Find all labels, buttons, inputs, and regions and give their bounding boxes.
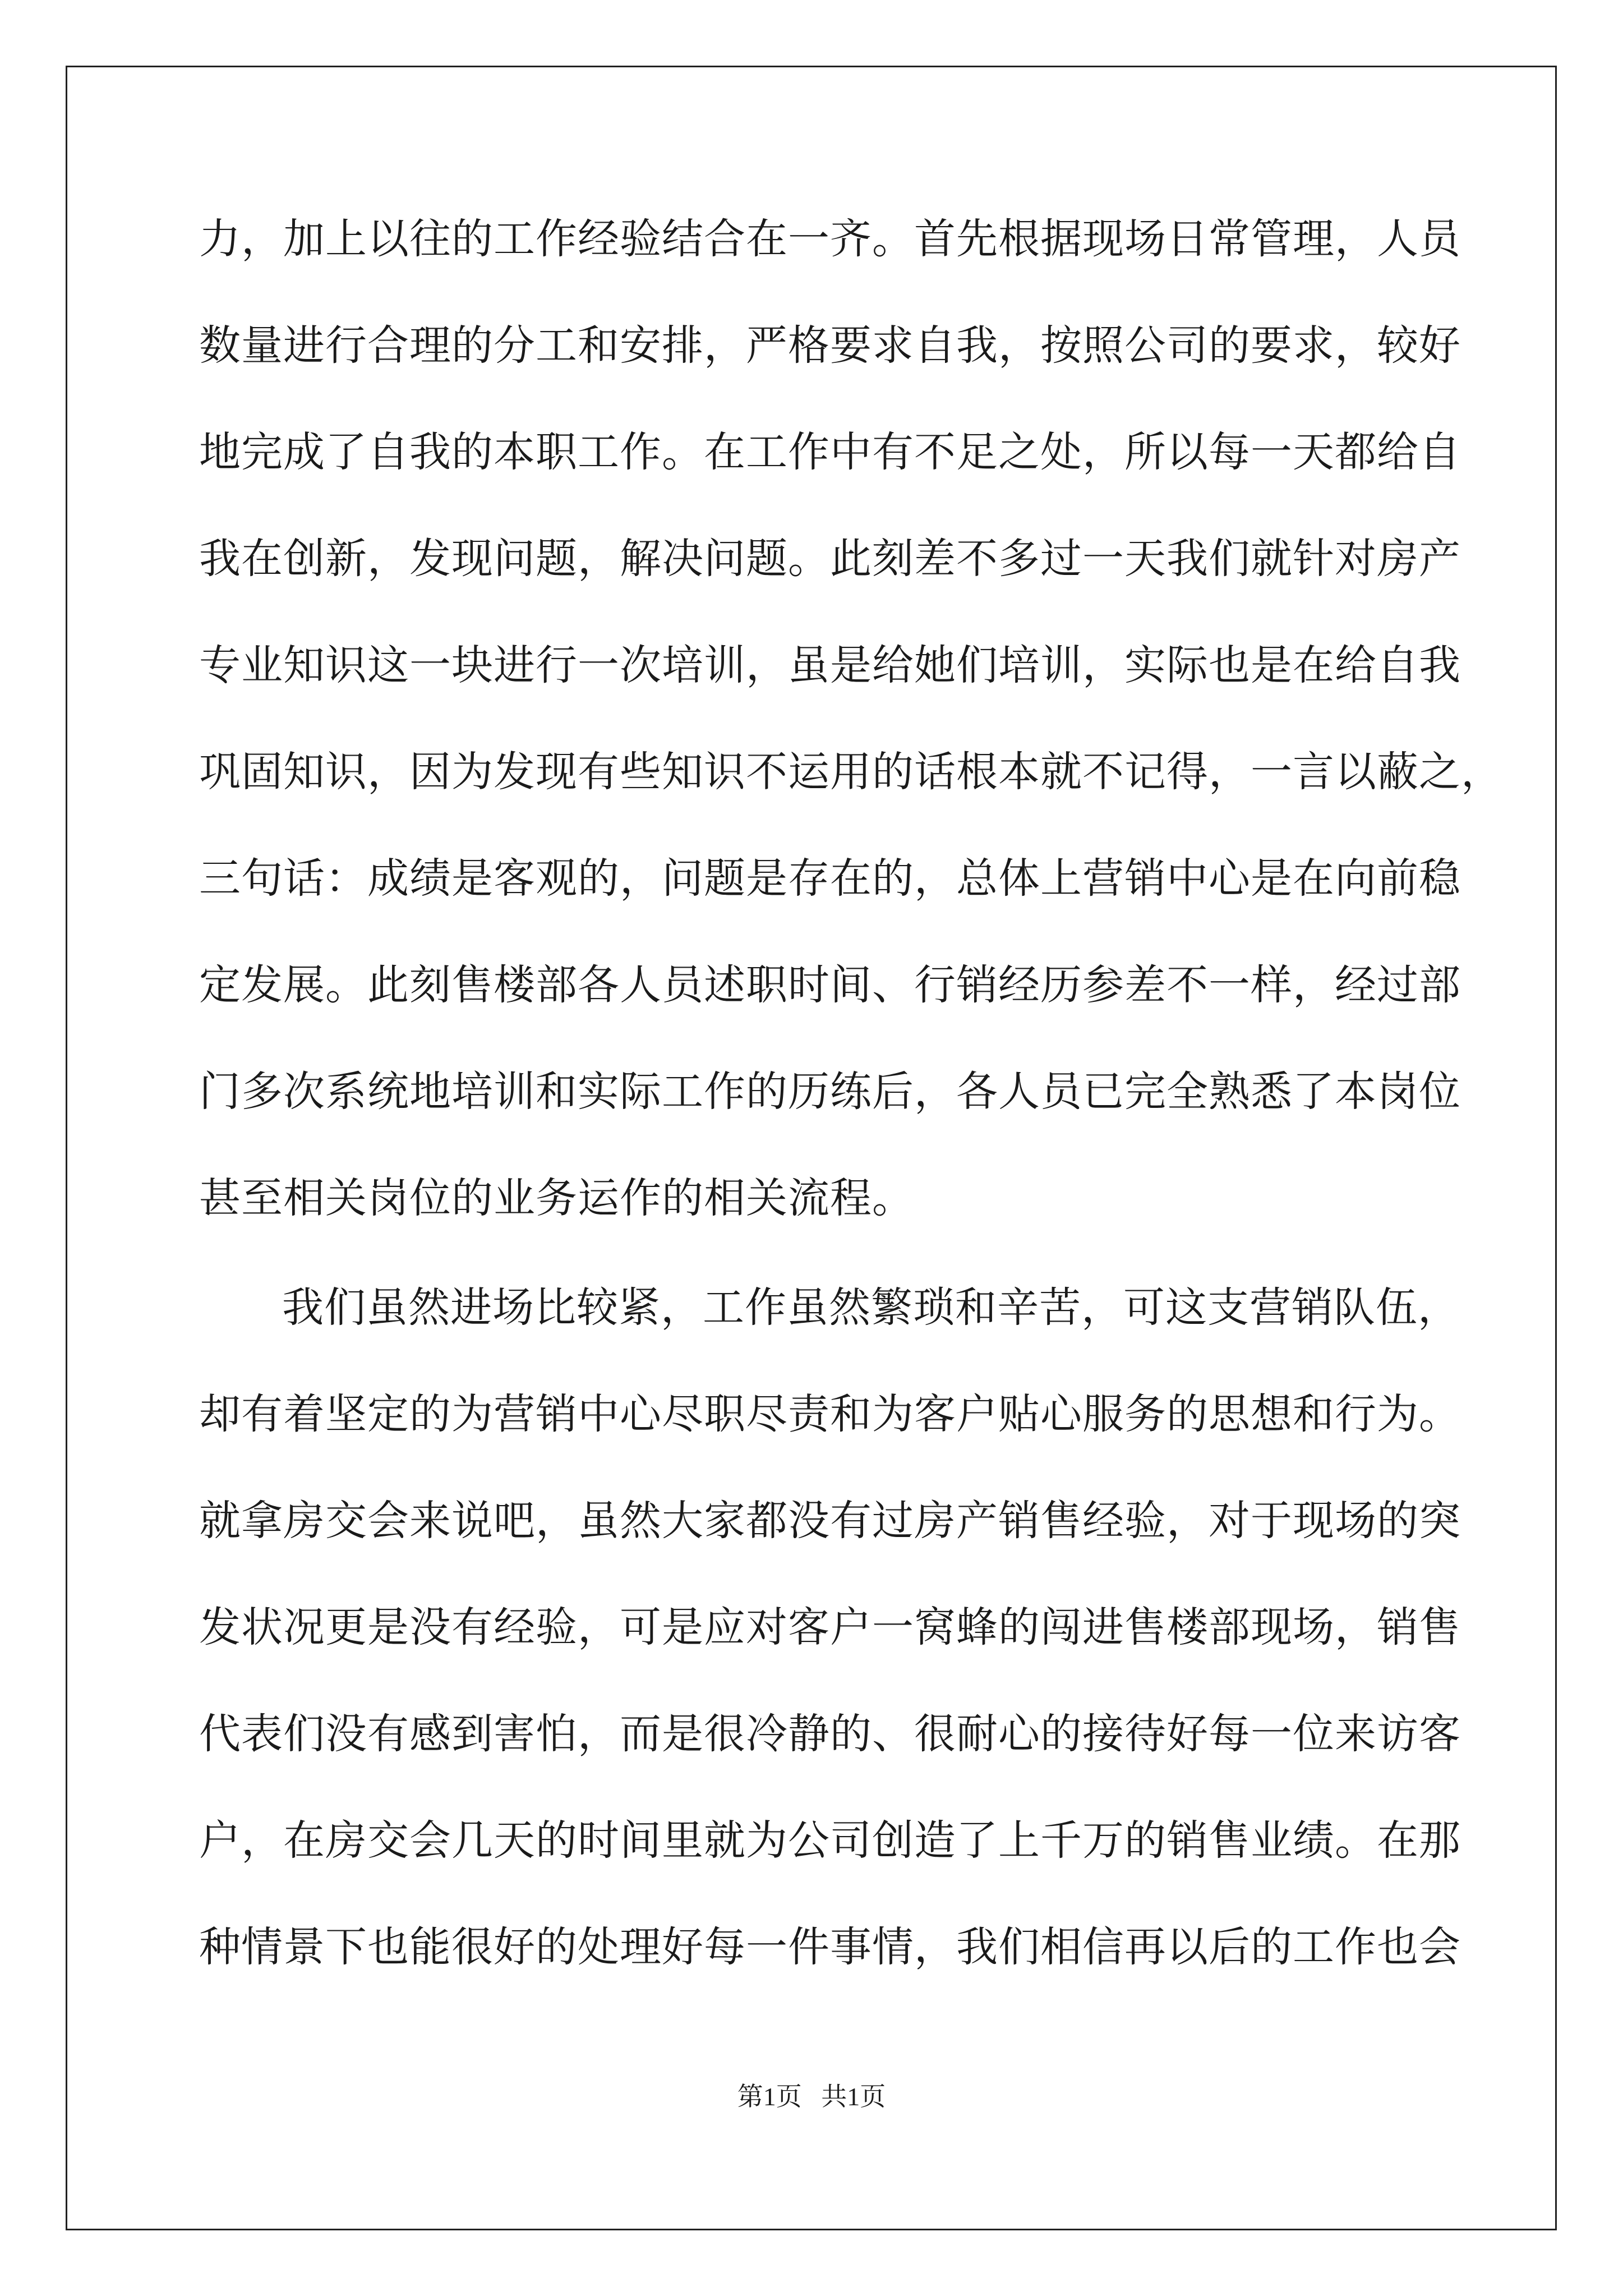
paragraph-1-line-9: 门多次系统地培训和实际工作的历练后，各人员已完全熟悉了本岗位 — [199, 1068, 1461, 1116]
paragraph-1-line-3: 地完成了自我的本职工作。在工作中有不足之处，所以每一天都给自 — [199, 428, 1461, 476]
paragraph-2-line-3: 就拿房交会来说吧，虽然大家都没有过房产销售经验，对于现场的突 — [199, 1497, 1461, 1545]
paragraph-1-line-4: 我在创新，发现问题，解决问题。此刻差不多过一天我们就针对房产 — [199, 535, 1461, 583]
paragraph-1-line-2: 数量进行合理的分工和安排，严格要求自我，按照公司的要求，较好 — [199, 321, 1461, 370]
paragraph-1-line-10: 甚至相关岗位的业务运作的相关流程。 — [199, 1174, 914, 1222]
paragraph-2-line-1: 我们虽然进场比较紧，工作虽然繁琐和辛苦，可这支营销队伍， — [282, 1283, 1460, 1332]
paragraph-1-line-6: 巩固知识，因为发现有些知识不运用的话根本就不记得，一言以蔽之， — [199, 748, 1503, 796]
paragraph-1-line-1: 力，加上以往的工作经验结合在一齐。首先根据现场日常管理，人员 — [199, 215, 1461, 263]
paragraph-1-line-7: 三句话：成绩是客观的，问题是存在的，总体上营销中心是在向前稳 — [199, 854, 1461, 903]
paragraph-2-line-6: 户，在房交会几天的时间里就为公司创造了上千万的销售业绩。在那 — [199, 1816, 1461, 1865]
paragraph-2-line-5: 代表们没有感到害怕，而是很冷静的、很耐心的接待好每一位来访客 — [199, 1710, 1461, 1758]
footer-spacer — [802, 2082, 822, 2111]
paragraph-2-line-7: 种情景下也能很好的处理好每一件事情，我们相信再以后的工作也会 — [199, 1923, 1461, 1971]
page-number: 第1页 — [737, 2082, 802, 2111]
page-footer — [0, 2080, 1623, 2114]
paragraph-1-line-5: 专业知识这一块进行一次培训，虽是给她们培训，实际也是在给自我 — [199, 641, 1461, 689]
page-total: 共1页 — [821, 2082, 886, 2111]
paragraph-2-line-2: 却有着坚定的为营销中心尽职尽责和为客户贴心服务的思想和行为。 — [199, 1390, 1461, 1438]
paragraph-2-line-4: 发状况更是没有经验，可是应对客户一窝蜂的闯进售楼部现场，销售 — [199, 1603, 1461, 1651]
page-border — [66, 66, 1557, 2230]
paragraph-1-line-8: 定发展。此刻售楼部各人员述职时间、行销经历参差不一样，经过部 — [199, 961, 1461, 1009]
